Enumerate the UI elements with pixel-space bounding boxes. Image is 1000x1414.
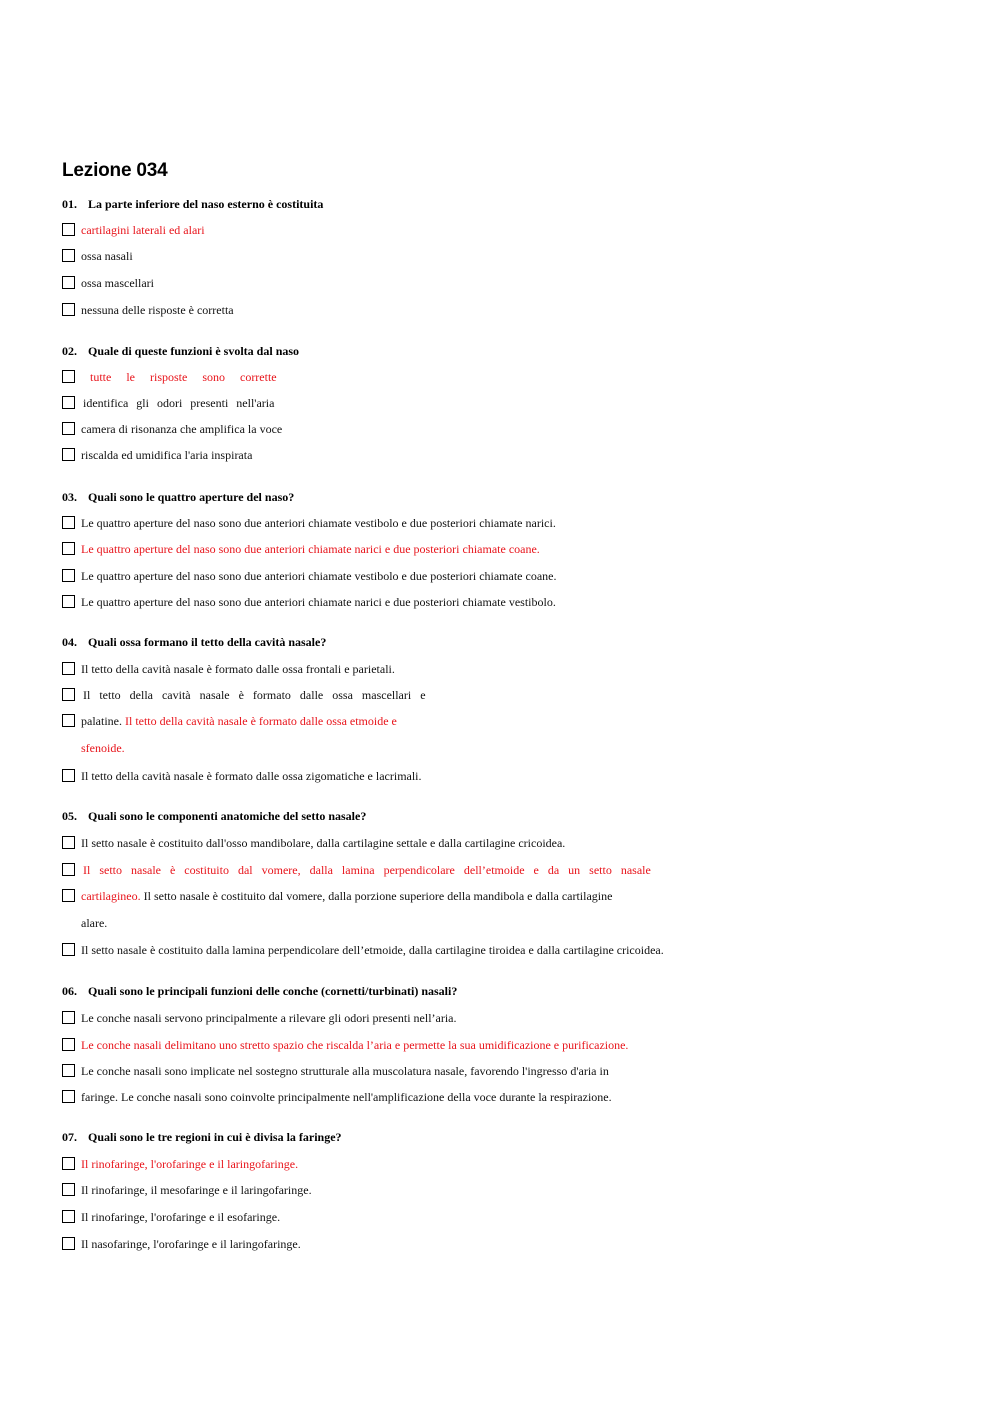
option-4c-continuation: sfenoide.	[81, 741, 125, 755]
checkbox[interactable]	[62, 595, 75, 608]
checkbox[interactable]	[62, 688, 75, 701]
page-title: Lezione 034	[62, 160, 168, 181]
option-5c-continuation: alare.	[81, 916, 108, 930]
checkbox[interactable]	[62, 1090, 75, 1103]
question-5: 05. Quali sono le componenti anatomiche del setto nasale?	[62, 809, 367, 823]
checkbox[interactable]	[62, 662, 75, 675]
checkbox[interactable]	[62, 223, 75, 236]
checkbox[interactable]	[62, 1064, 75, 1077]
checkbox[interactable]	[62, 303, 75, 316]
checkbox[interactable]	[62, 943, 75, 956]
checkbox[interactable]	[62, 569, 75, 582]
question-7: 07. Quali sono le tre regioni in cui è divisa la faringe?	[62, 1130, 342, 1144]
checkbox[interactable]	[62, 276, 75, 289]
checkbox[interactable]	[62, 516, 75, 529]
checkbox[interactable]	[62, 370, 75, 383]
question-6: 06. Quali sono le principali funzioni delle conche (cornetti/turbinati) nasali?	[62, 984, 458, 998]
checkbox[interactable]	[62, 422, 75, 435]
checkbox[interactable]	[62, 448, 75, 461]
document-page: Lezione 034 01. La parte inferiore del naso esterno è costituita cartilagini laterali ed alari ossa nasali ossa mascellari nessuna delle risposte è corretta 02. Quale di queste funzioni è svolta dal naso tutte le risposte sono corrette identifica gli odori presenti nell'aria camera di risonanza che amplifica la voce riscalda ed umidifica l'aria inspirata 03. Quali sono le quattro aperture del naso? Le quattro aperture del naso sono due anteriori chiamate vestibolo e due posteriori chiamate narici. Le quattro aperture del naso sono due anteriori chiamate narici e due posteriori chiamate coane. Le quattro aperture del naso sono due anteriori chiamate vestibolo e due posteriori chiamate coane. Le quattro aperture del naso sono due anteriori chiamate narici e due posteriori chiamate vestibolo. 04. Quali ossa formano il tetto della cavità nasale? Il tetto della cavità nasale è formato dalle ossa frontali e parietali. Il tetto della cavità nasale è formato dalle ossa mascellari e palatine. Il tetto della cavità nasale è formato dalle ossa etmoide e sfenoide. Il tetto della cavità nasale è formato dalle ossa zigomatiche e lacrimali. 05. Quali sono le componenti anatomiche del setto nasale? Il setto nasale è costituito dall'osso mandibolare, dalla cartilagine settale e dalla cartilagine cricoidea. Il setto nasale è costituito dal vomere, dalla lamina perpendicolare dell’etmoide e da un setto nasale cartilagineo. Il setto nasale è costituito dal vomere, dalla porzione superiore della mandibola e dalla cartilagine alare. Il setto nasale è costituito dalla lamina perpendicolare dell’etmoide, dalla cartilagine tiroidea e dalla cartilagine cricoidea. 06. Quali sono le principali funzioni delle conche (cornetti/turbinati) nasali? Le conche nasali servono principalmente a rilevare gli odori presenti nell’aria. Le conche nasali delimitano uno stretto spazio che riscalda l’aria e permette la sua umidificazione e purificazione. Le conche nasali sono implicate nel sostegno strutturale alla muscolatura nasale, favorendo l'ingresso d'aria in faringe. Le conche nasali sono coinvolte principalmente nell'amplificazione della voce durante la respirazione. 07. Quali sono le tre regioni in cui è divisa la faringe? Il rinofaringe, l'orofaringe e il laringofaringe. Il rinofaringe, il mesofaringe e il laringofaringe. Il rinofaringe, l'orofaringe e il esofaringe. Il nasofaringe, l'orofaringe e il laringofaringe.	[62, 160, 664, 1251]
question-1: 01. La parte inferiore del naso esterno è costituita	[62, 197, 324, 211]
checkbox[interactable]	[62, 836, 75, 849]
checkbox[interactable]	[62, 889, 75, 902]
checkbox[interactable]	[62, 1157, 75, 1170]
checkbox[interactable]	[62, 1038, 75, 1051]
checkbox[interactable]	[62, 863, 75, 876]
checkbox[interactable]	[62, 1183, 75, 1196]
checkbox[interactable]	[62, 396, 75, 409]
question-3: 03. Quali sono le quattro aperture del naso?	[62, 490, 295, 504]
question-4: 04. Quali ossa formano il tetto della cavità nasale?	[62, 635, 327, 649]
checkbox[interactable]	[62, 542, 75, 555]
checkbox[interactable]	[62, 249, 75, 262]
checkbox[interactable]	[62, 1210, 75, 1223]
question-2: 02. Quale di queste funzioni è svolta dal naso	[62, 344, 300, 358]
checkbox[interactable]	[62, 714, 75, 727]
checkbox[interactable]	[62, 1237, 75, 1250]
checkbox[interactable]	[62, 1011, 75, 1024]
checkbox[interactable]	[62, 769, 75, 782]
